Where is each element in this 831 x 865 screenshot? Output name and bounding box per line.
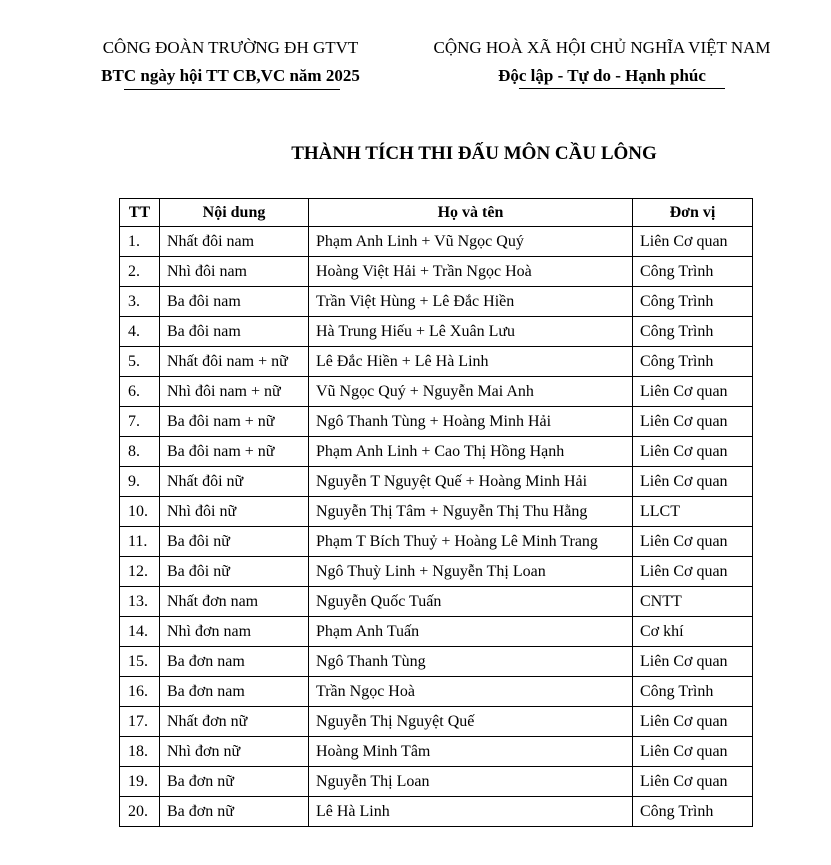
row-number: 18. <box>120 737 160 767</box>
event-cell: Nhì đôi nam + nữ <box>160 377 309 407</box>
event-cell: Ba đôi nam + nữ <box>160 437 309 467</box>
row-number: 7. <box>120 407 160 437</box>
unit-cell: Công Trình <box>633 677 753 707</box>
national-header <box>412 34 792 90</box>
athlete-names-cell: Lê Đắc Hiền + Lê Hà Linh <box>309 347 633 377</box>
results-table <box>119 198 753 827</box>
athlete-names-cell: Nguyễn Thị Nguyệt Quế <box>309 707 633 737</box>
unit-cell: Liên Cơ quan <box>633 767 753 797</box>
row-number: 20. <box>120 797 160 827</box>
event-cell: Nhì đơn nam <box>160 617 309 647</box>
unit-cell: Liên Cơ quan <box>633 467 753 497</box>
table-row <box>120 407 753 437</box>
column-header-tt: TT <box>120 199 160 227</box>
column-header-name: Họ và tên <box>309 199 633 227</box>
table-row <box>120 347 753 377</box>
table-row <box>120 527 753 557</box>
unit-cell: Công Trình <box>633 317 753 347</box>
row-number: 15. <box>120 647 160 677</box>
unit-cell: Công Trình <box>633 797 753 827</box>
issuer-committee: BTC ngày hội TT CB,VC năm 2025 <box>101 66 360 85</box>
unit-cell: Liên Cơ quan <box>633 377 753 407</box>
row-number: 3. <box>120 287 160 317</box>
athlete-names-cell: Hoàng Việt Hải + Trần Ngọc Hoà <box>309 257 633 287</box>
row-number: 14. <box>120 617 160 647</box>
table-row <box>120 677 753 707</box>
row-number: 12. <box>120 557 160 587</box>
athlete-names-cell: Trần Ngọc Hoà <box>309 677 633 707</box>
athlete-names-cell: Phạm Anh Linh + Vũ Ngọc Quý <box>309 227 633 257</box>
unit-cell: Liên Cơ quan <box>633 737 753 767</box>
row-number: 9. <box>120 467 160 497</box>
unit-cell: LLCT <box>633 497 753 527</box>
document-title: THÀNH TÍCH THI ĐẤU MÔN CẦU LÔNG <box>291 143 657 164</box>
athlete-names-cell: Nguyễn Thị Tâm + Nguyễn Thị Thu Hằng <box>309 497 633 527</box>
event-cell: Nhất đôi nữ <box>160 467 309 497</box>
national-motto: Độc lập - Tự do - Hạnh phúc <box>498 66 706 85</box>
athlete-names-cell: Phạm Anh Tuấn <box>309 617 633 647</box>
table-row <box>120 437 753 467</box>
table-row <box>120 257 753 287</box>
athlete-names-cell: Hoàng Minh Tâm <box>309 737 633 767</box>
table-row <box>120 767 753 797</box>
row-number: 19. <box>120 767 160 797</box>
athlete-names-cell: Nguyễn Thị Loan <box>309 767 633 797</box>
athlete-names-cell: Phạm Anh Linh + Cao Thị Hồng Hạnh <box>309 437 633 467</box>
athlete-names-cell: Lê Hà Linh <box>309 797 633 827</box>
athlete-names-cell: Trần Việt Hùng + Lê Đắc Hiền <box>309 287 633 317</box>
unit-cell: Liên Cơ quan <box>633 527 753 557</box>
column-header-unit: Đơn vị <box>633 199 753 227</box>
unit-cell: Công Trình <box>633 347 753 377</box>
table-row <box>120 737 753 767</box>
event-cell: Nhì đôi nữ <box>160 497 309 527</box>
athlete-names-cell: Hà Trung Hiếu + Lê Xuân Lưu <box>309 317 633 347</box>
unit-cell: Cơ khí <box>633 617 753 647</box>
column-header-event: Nội dung <box>160 199 309 227</box>
event-cell: Nhất đơn nữ <box>160 707 309 737</box>
row-number: 1. <box>120 227 160 257</box>
event-cell: Ba đôi nam <box>160 317 309 347</box>
national-name: CỘNG HOÀ XÃ HỘI CHỦ NGHĨA VIỆT NAM <box>433 38 771 57</box>
row-number: 16. <box>120 677 160 707</box>
event-cell: Ba đơn nam <box>160 677 309 707</box>
athlete-names-cell: Nguyễn Quốc Tuấn <box>309 587 633 617</box>
table-row <box>120 287 753 317</box>
row-number: 8. <box>120 437 160 467</box>
athlete-names-cell: Phạm T Bích Thuỷ + Hoàng Lê Minh Trang <box>309 527 633 557</box>
athlete-names-cell: Ngô Thanh Tùng <box>309 647 633 677</box>
event-cell: Nhất đôi nam <box>160 227 309 257</box>
row-number: 13. <box>120 587 160 617</box>
table-row <box>120 467 753 497</box>
event-cell: Nhì đơn nữ <box>160 737 309 767</box>
unit-cell: Liên Cơ quan <box>633 647 753 677</box>
row-number: 2. <box>120 257 160 287</box>
unit-cell: CNTT <box>633 587 753 617</box>
unit-cell: Liên Cơ quan <box>633 707 753 737</box>
unit-cell: Liên Cơ quan <box>633 227 753 257</box>
event-cell: Ba đôi nữ <box>160 527 309 557</box>
unit-cell: Liên Cơ quan <box>633 557 753 587</box>
athlete-names-cell: Nguyễn T Nguyệt Quế + Hoàng Minh Hải <box>309 467 633 497</box>
unit-cell: Công Trình <box>633 287 753 317</box>
unit-cell: Công Trình <box>633 257 753 287</box>
athlete-names-cell: Ngô Thanh Tùng + Hoàng Minh Hải <box>309 407 633 437</box>
motto-underline <box>519 88 725 89</box>
table-row <box>120 227 753 257</box>
event-cell: Nhì đôi nam <box>160 257 309 287</box>
unit-cell: Liên Cơ quan <box>633 407 753 437</box>
unit-cell: Liên Cơ quan <box>633 437 753 467</box>
table-row <box>120 317 753 347</box>
event-cell: Ba đơn nam <box>160 647 309 677</box>
event-cell: Nhất đôi nam + nữ <box>160 347 309 377</box>
row-number: 4. <box>120 317 160 347</box>
issuer-org: CÔNG ĐOÀN TRƯỜNG ĐH GTVT <box>102 38 359 57</box>
row-number: 17. <box>120 707 160 737</box>
row-number: 6. <box>120 377 160 407</box>
table-row <box>120 647 753 677</box>
table-row <box>120 587 753 617</box>
table-row <box>120 797 753 827</box>
issuer-underline <box>124 89 340 90</box>
athlete-names-cell: Vũ Ngọc Quý + Nguyễn Mai Anh <box>309 377 633 407</box>
table-row <box>120 557 753 587</box>
event-cell: Ba đơn nữ <box>160 767 309 797</box>
table-row <box>120 377 753 407</box>
row-number: 10. <box>120 497 160 527</box>
event-cell: Nhất đơn nam <box>160 587 309 617</box>
table-row <box>120 497 753 527</box>
event-cell: Ba đôi nam <box>160 287 309 317</box>
table-row <box>120 707 753 737</box>
row-number: 5. <box>120 347 160 377</box>
event-cell: Ba đơn nữ <box>160 797 309 827</box>
issuer-header <box>78 34 383 90</box>
athlete-names-cell: Ngô Thuỳ Linh + Nguyễn Thị Loan <box>309 557 633 587</box>
row-number: 11. <box>120 527 160 557</box>
table-header-row <box>120 199 753 227</box>
event-cell: Ba đôi nữ <box>160 557 309 587</box>
table-row <box>120 617 753 647</box>
event-cell: Ba đôi nam + nữ <box>160 407 309 437</box>
